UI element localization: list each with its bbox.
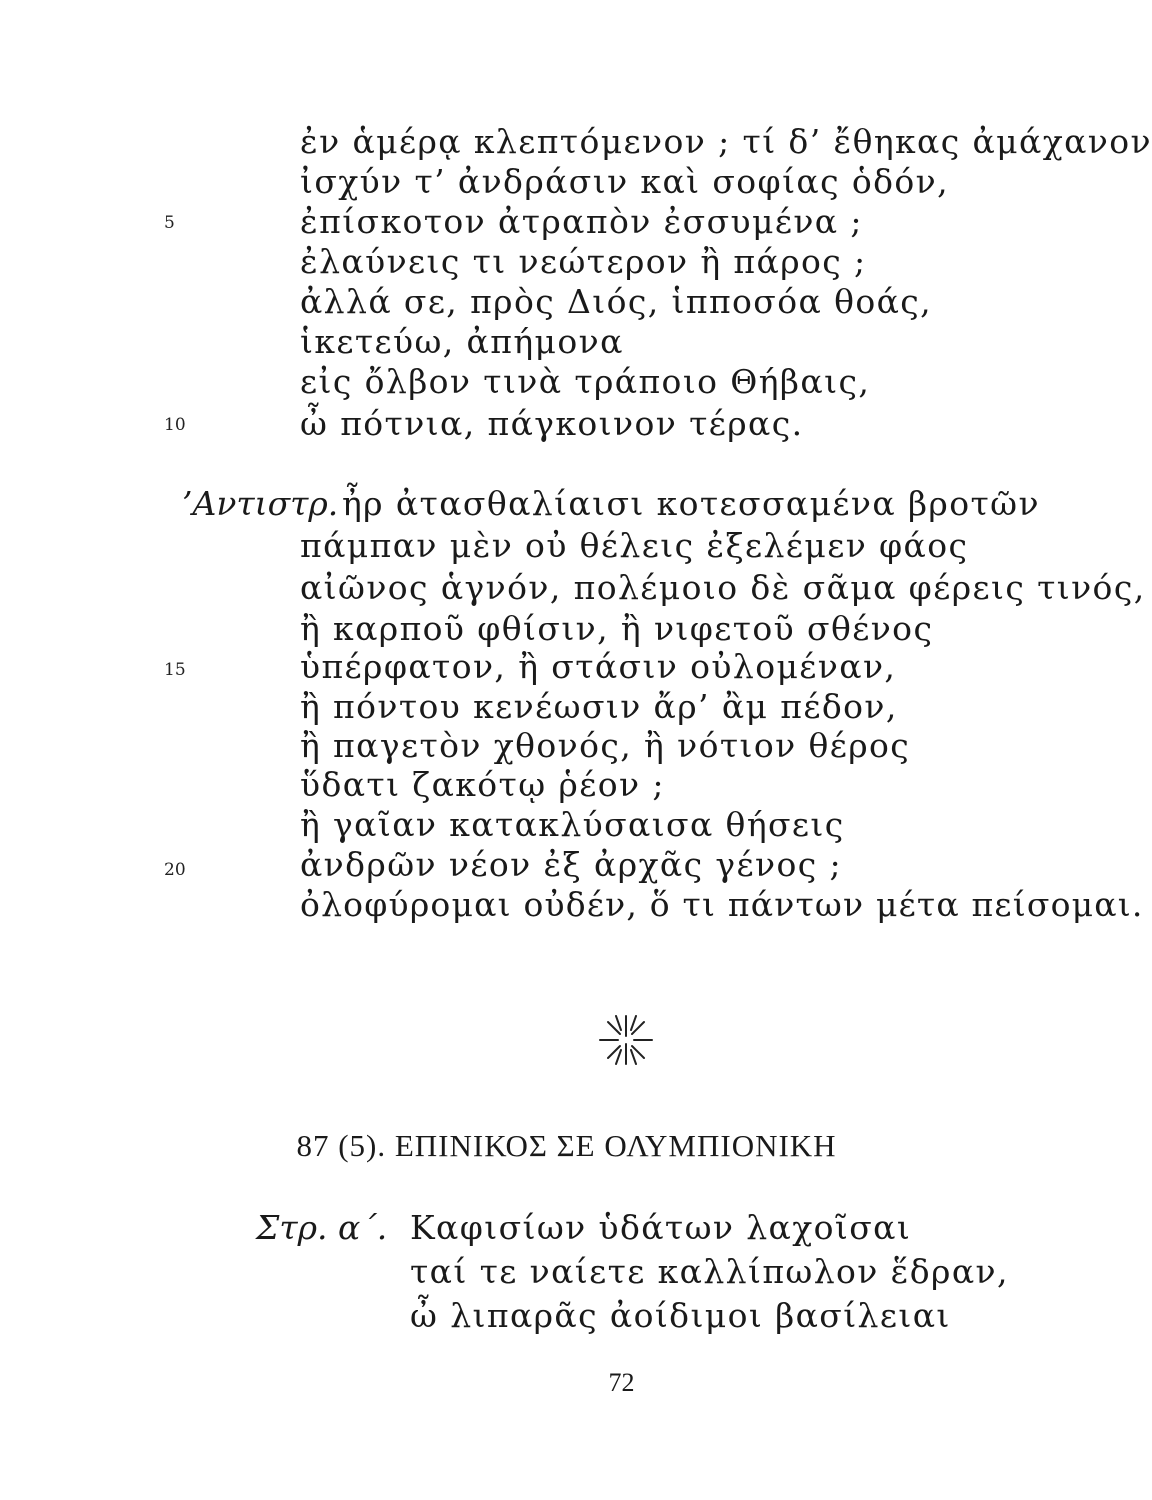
verse-line: ὕδατι ζακότῳ ῥέον ; (300, 765, 665, 804)
verse-line: ἢ γαῖαν κατακλύσαισα θήσεις (300, 805, 845, 844)
poem-heading: 87 (5). ΕΠΙΝΙΚΟΣ ΣΕ ΟΛΥΜΠΙΟΝΙΚΗ (296, 1128, 837, 1163)
verse-line: ταί τε ναίετε καλλίπωλον ἕδραν, (410, 1252, 1009, 1291)
line-number: 10 (164, 415, 186, 435)
verse-line: ἀλλά σε, πρὸς Διός, ἱπποσόα θοάς, (300, 282, 933, 321)
verse-line: ἰσχύν τ’ ἀνδράσιν καὶ σοφίας ὁδόν, (300, 162, 950, 201)
verse-line: ἱκετεύω, ἀπήμονα (300, 322, 624, 361)
verse-line: ἦρ ἀτασθαλίαισι κοτεσσαμένα βροτῶν (342, 484, 1040, 523)
section-label-antistrophe: ’Αντιστρ. (182, 484, 339, 523)
page-number: 72 (608, 1368, 635, 1397)
verse-line: ἢ πόντου κενέωσιν ἄρ’ ἂμ πέδον, (300, 687, 898, 726)
verse-line: αἰῶνος ἁγνόν, πολέμοιο δὲ σᾶμα φέρεις τινός, (300, 568, 1146, 607)
star-ornament (592, 1010, 660, 1070)
verse-line: εἰς ὄλβον τινὰ τράποιο Θήβαις, (300, 362, 871, 401)
line-number: 5 (164, 213, 175, 233)
verse-line: ὦ πότνια, πάγκοινον τέρας. (300, 404, 804, 443)
verse-line: ἐπίσκοτον ἀτραπὸν ἐσσυμένα ; (300, 202, 863, 241)
verse-line: ἢ παγετὸν χθονός, ἢ νότιον θέρος (300, 726, 911, 765)
section-label-strophe: Στρ. α΄. (256, 1208, 388, 1247)
verse-line: ὑπέρφατον, ἢ στάσιν οὐλομέναν, (300, 647, 897, 686)
verse-line: Καφισίων ὑδάτων λαχοῖσαι (410, 1208, 912, 1247)
line-number: 15 (164, 660, 186, 680)
verse-line: ὀλοφύρομαι οὐδέν, ὅ τι πάντων μέτα πείσομαι. (300, 885, 1144, 924)
verse-line: ἀνδρῶν νέον ἐξ ἀρχᾶς γένος ; (300, 845, 842, 884)
verse-line: ὦ λιπαρᾶς ἀοίδιμοι βασίλειαι (410, 1296, 951, 1335)
verse-line: πάμπαν μὲν οὐ θέλεις ἐξελέμεν φάος (300, 526, 969, 565)
line-number: 20 (164, 860, 186, 880)
verse-line: ἐλαύνεις τι νεώτερον ἢ πάρος ; (300, 242, 867, 281)
verse-line: ἢ καρποῦ φθίσιν, ἢ νιφετοῦ σθένος (300, 609, 934, 648)
verse-line: ἐν ἁμέρᾳ κλεπτόμενον ; τί δ’ ἔθηκας ἀμάχανον (300, 122, 1152, 161)
